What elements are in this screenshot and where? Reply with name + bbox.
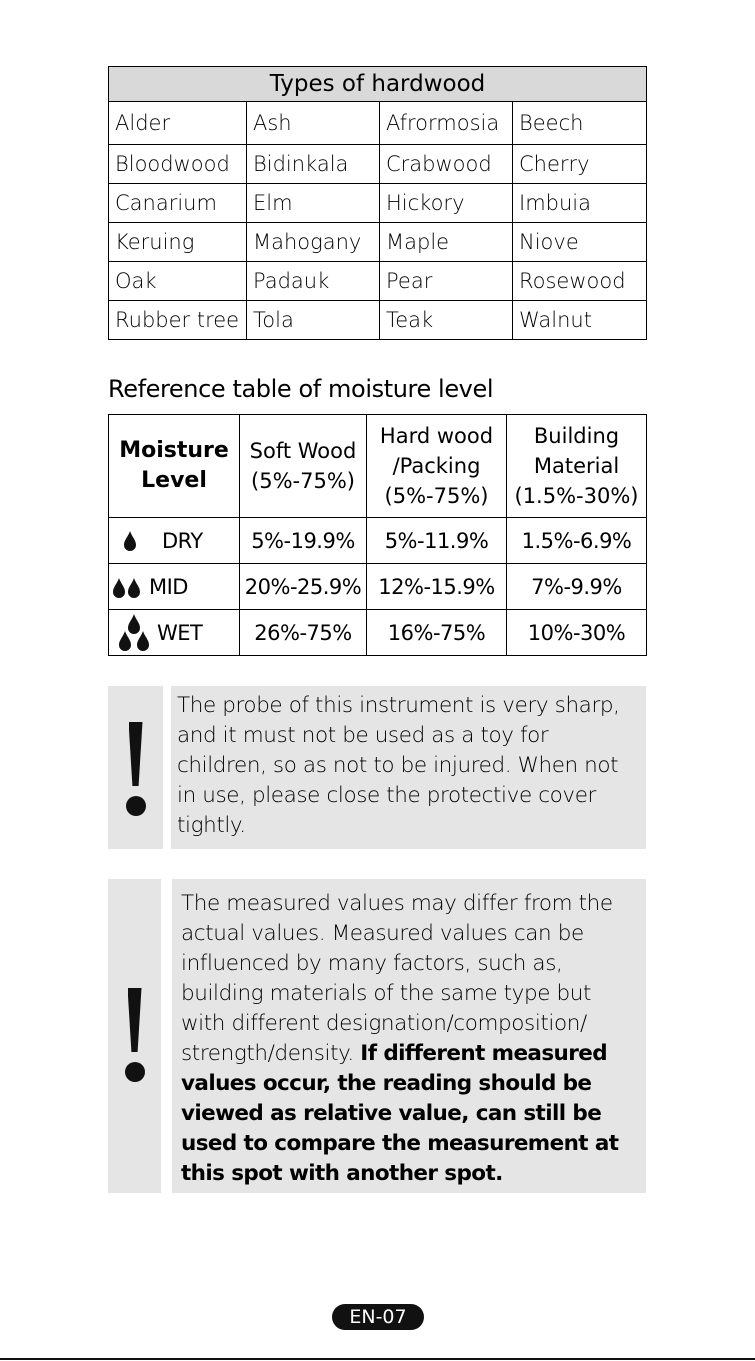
hardwood-table-title: Types of hardwood bbox=[109, 67, 647, 102]
value-cell: 26%-75% bbox=[240, 610, 367, 656]
value-cell: 1.5%-6.9% bbox=[507, 518, 647, 564]
table-row bbox=[109, 564, 647, 610]
two-drops-icon bbox=[111, 574, 145, 600]
table-row bbox=[109, 102, 647, 145]
level-label: DRY bbox=[162, 528, 203, 553]
table-row bbox=[109, 610, 647, 656]
table-row bbox=[109, 518, 647, 564]
header-line: (1.5%-30%) bbox=[514, 484, 639, 508]
wood-cell: Canarium bbox=[109, 184, 247, 223]
header-hard-wood bbox=[367, 415, 507, 518]
warning-text-measured-values bbox=[172, 879, 646, 1193]
wood-cell: Mahogany bbox=[247, 223, 380, 262]
level-label: WET bbox=[157, 620, 203, 645]
header-building-material bbox=[507, 415, 647, 518]
moisture-header-row bbox=[109, 415, 647, 518]
wood-cell: Cherry bbox=[513, 145, 647, 184]
exclamation-icon bbox=[125, 988, 145, 1082]
one-drop-icon bbox=[118, 528, 158, 554]
header-line: Moisture bbox=[119, 438, 229, 463]
exclamation-icon bbox=[126, 722, 146, 816]
wood-cell: Tola bbox=[247, 301, 380, 340]
header-line: Material bbox=[533, 454, 620, 478]
warning-text-sharp-probe bbox=[171, 686, 646, 849]
wood-cell: Imbuia bbox=[513, 184, 647, 223]
wood-cell: Elm bbox=[247, 184, 380, 223]
wood-cell: Teak bbox=[380, 301, 513, 340]
warning-bold-text: If different measured values occur, the reading should be viewed as relative value, can still be used to compare the measurement at this spot with another spot. bbox=[181, 1041, 619, 1186]
wood-cell: Hickory bbox=[380, 184, 513, 223]
wood-cell: Rubber tree bbox=[109, 301, 247, 340]
moisture-table-heading: Reference table of moisture level bbox=[108, 375, 494, 403]
table-row bbox=[109, 184, 647, 223]
warning-text: The probe of this instrument is very sharp, and it must not be used as a toy for children, so as not to be injured. When not in use, please close the protective cover tightly. bbox=[177, 693, 620, 838]
header-line: (5%-75%) bbox=[384, 484, 489, 508]
header-line: Level bbox=[141, 468, 207, 493]
header-soft-wood bbox=[240, 415, 367, 518]
table-row bbox=[109, 223, 647, 262]
moisture-reference-table bbox=[108, 414, 647, 656]
wood-cell: Niove bbox=[513, 223, 647, 262]
wood-cell: Walnut bbox=[513, 301, 647, 340]
header-line: /Packing bbox=[392, 454, 481, 478]
wood-cell: Bidinkala bbox=[247, 145, 380, 184]
header-line: Building bbox=[533, 424, 620, 448]
level-label: MID bbox=[149, 574, 188, 599]
level-cell bbox=[109, 610, 240, 656]
wood-cell: Afrormosia bbox=[380, 102, 513, 145]
warning-icon-panel bbox=[108, 686, 163, 849]
hardwood-types-table bbox=[108, 66, 647, 340]
wood-cell: Alder bbox=[109, 102, 247, 145]
level-cell bbox=[109, 518, 240, 564]
value-cell: 16%-75% bbox=[367, 610, 507, 656]
wood-cell: Oak bbox=[109, 262, 247, 301]
wood-cell: Pear bbox=[380, 262, 513, 301]
bottom-rule bbox=[0, 1358, 755, 1360]
level-cell bbox=[109, 564, 240, 610]
header-line: Hard wood bbox=[379, 424, 494, 448]
table-row bbox=[109, 301, 647, 340]
wood-cell: Maple bbox=[380, 223, 513, 262]
wood-cell: Rosewood bbox=[513, 262, 647, 301]
wood-cell: Keruing bbox=[109, 223, 247, 262]
value-cell: 5%-19.9% bbox=[240, 518, 367, 564]
warning-icon-panel bbox=[108, 879, 161, 1193]
warning-text: The measured values may differ from the actual values. Measured values can be influenced by many factors, such as, building materials of the same type but with different designation/composition/ strength/density. bbox=[181, 891, 613, 1066]
wood-cell: Crabwood bbox=[380, 145, 513, 184]
value-cell: 10%-30% bbox=[507, 610, 647, 656]
page-number-badge: EN-07 bbox=[332, 1304, 424, 1330]
header-line: Soft Wood bbox=[249, 439, 357, 463]
wood-cell: Padauk bbox=[247, 262, 380, 301]
table-row bbox=[109, 145, 647, 184]
wood-cell: Beech bbox=[513, 102, 647, 145]
value-cell: 12%-15.9% bbox=[367, 564, 507, 610]
three-drops-icon bbox=[117, 613, 153, 653]
wood-cell: Ash bbox=[247, 102, 380, 145]
value-cell: 7%-9.9% bbox=[507, 564, 647, 610]
wood-cell: Bloodwood bbox=[109, 145, 247, 184]
header-line: (5%-75%) bbox=[251, 469, 355, 493]
table-row bbox=[109, 262, 647, 301]
value-cell: 20%-25.9% bbox=[240, 564, 367, 610]
header-moisture-level bbox=[109, 415, 240, 518]
value-cell: 5%-11.9% bbox=[367, 518, 507, 564]
